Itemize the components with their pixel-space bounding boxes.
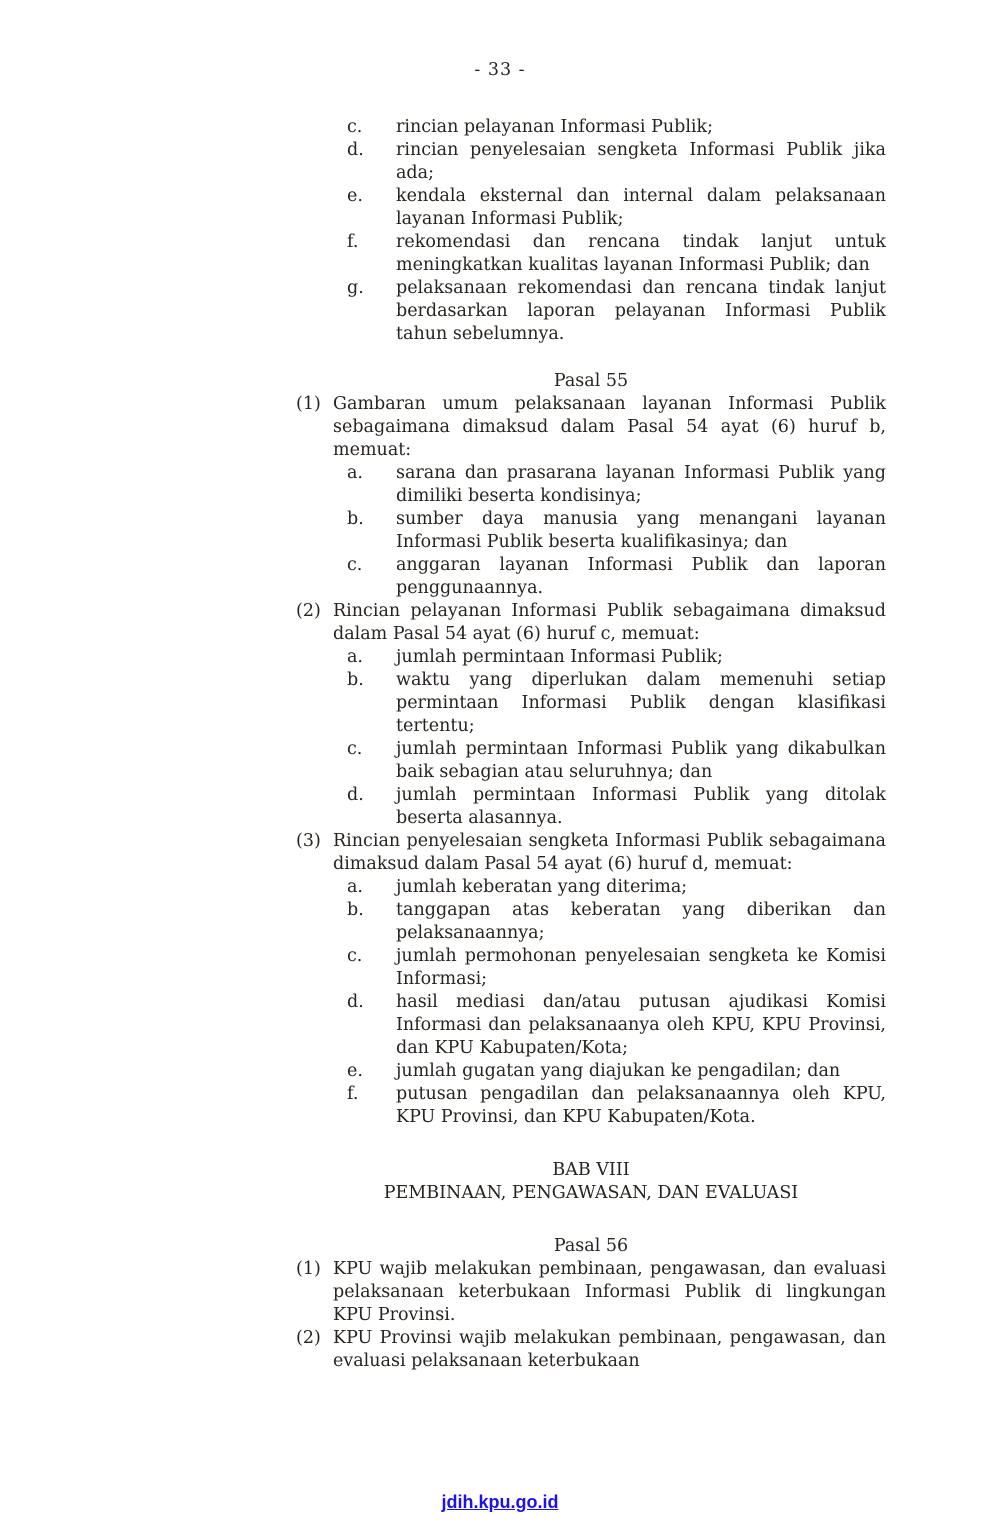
page-footer [0,1491,1000,1515]
clause-marker: (1) [296,394,321,414]
clause-text: Gambaran umum pelaksanaan layanan Informasi Publik sebagaimana dimaksud dalam Pasal 54 ayat (6) huruf b, memuat: [333,394,886,460]
clause-text: Rincian pelayanan Informasi Publik sebagaimana dimaksud dalam Pasal 54 ayat (6) huruf c, memuat: [333,601,886,644]
list-item-marker: b. [347,900,364,920]
list-item-text: jumlah permintaan Informasi Publik yang ditolak beserta alasannya. [396,785,886,828]
list-item-text: kendala eksternal dan internal dalam pelaksanaan layanan Informasi Publik; [396,186,886,229]
list-item [347,899,886,945]
list-item [347,784,886,830]
clause-marker: (2) [296,1328,321,1348]
list-item-text: jumlah permintaan Informasi Publik; [396,647,723,667]
list-item-text: sumber daya manusia yang menangani layanan Informasi Publik beserta kualifikasinya; dan [396,509,886,552]
list-item-text: rincian penyelesaian sengketa Informasi Publik jika ada; [396,140,886,183]
list-item-marker: f. [347,232,359,252]
clause-text: KPU wajib melakukan pembinaan, pengawasan, dan evaluasi pelaksanaan keterbukaan Informasi Publik di lingkungan KPU Provinsi. [333,1259,886,1325]
list-item [347,1060,886,1083]
clause [296,393,886,462]
list-item-marker: e. [347,186,363,206]
clause [296,830,886,876]
list-item-text: jumlah gugatan yang diajukan ke pengadilan; dan [396,1061,841,1081]
list-item-marker: a. [347,647,363,667]
list-item [347,669,886,738]
list-item-text: sarana dan prasarana layanan Informasi Publik yang dimiliki beserta kondisinya; [396,463,886,506]
list-item-text: anggaran layanan Informasi Publik dan laporan penggunaannya. [396,555,886,598]
list-item-text: putusan pengadilan dan pelaksanaannya oleh KPU, KPU Provinsi, dan KPU Kabupaten/Kota. [396,1084,886,1127]
article-heading-pasal-55: Pasal 55 [553,371,629,391]
list-item-marker: c. [347,117,363,137]
list-item-marker: d. [347,140,364,160]
clause-text: KPU Provinsi wajib melakukan pembinaan, pengawasan, dan evaluasi pelaksanaan keterbukaan [333,1328,886,1371]
article-heading-pasal-56: Pasal 56 [553,1236,629,1256]
list-item-marker: d. [347,785,364,805]
list-item-text: waktu yang diperlukan dalam memenuhi setiap permintaan Informasi Publik dengan klasifikasi tertentu; [396,670,886,736]
list-item [347,185,886,231]
list-item-text: jumlah keberatan yang diterima; [396,877,688,897]
list-item [347,1083,886,1129]
document-body [296,116,886,1373]
list-item-marker: a. [347,463,363,483]
clause [296,1327,886,1373]
list-item [347,508,886,554]
list-item-marker: g. [347,278,364,298]
list-item-marker: d. [347,992,364,1012]
clause-marker: (1) [296,1259,321,1279]
clause [296,600,886,646]
list-item [347,646,886,669]
list-item [347,991,886,1060]
list-item [347,945,886,991]
chapter-title: BAB VIII [552,1160,630,1180]
list-item [347,116,886,139]
clause [296,1258,886,1327]
clause-text: Rincian penyelesaian sengketa Informasi Publik sebagaimana dimaksud dalam Pasal 54 ayat (6) huruf d, memuat: [333,831,886,874]
list-item-marker: c. [347,946,363,966]
list-item-text: tanggapan atas keberatan yang diberikan dan pelaksanaannya; [396,900,886,943]
list-item [347,554,886,600]
list-item [347,139,886,185]
chapter-subtitle: PEMBINAAN, PENGAWASAN, DAN EVALUASI [383,1183,799,1203]
list-item-marker: f. [347,1084,359,1104]
footer-link[interactable]: jdih.kpu.go.id [441,1492,559,1512]
list-item [347,277,886,346]
clause-marker: (2) [296,601,321,621]
list-item [347,876,886,899]
list-item-text: hasil mediasi dan/atau putusan ajudikasi Komisi Informasi dan pelaksanaanya oleh KPU, KPU Provinsi, dan KPU Kabupaten/Kota; [396,992,886,1058]
list-item-text: jumlah permohonan penyelesaian sengketa ke Komisi Informasi; [396,946,886,989]
page-number: - 33 - [474,60,526,80]
list-item-marker: b. [347,509,364,529]
list-item-text: pelaksanaan rekomendasi dan rencana tindak lanjut berdasarkan laporan pelayanan Informasi Publik tahun sebelumnya. [396,278,886,344]
clause-marker: (3) [296,831,321,851]
list-item [347,462,886,508]
list-item-marker: c. [347,739,363,759]
list-item-marker: a. [347,877,363,897]
list-item [347,738,886,784]
list-item-marker: b. [347,670,364,690]
list-item-text: jumlah permintaan Informasi Publik yang dikabulkan baik sebagian atau seluruhnya; dan [396,739,886,782]
list-item-text: rekomendasi dan rencana tindak lanjut untuk meningkatkan kualitas layanan Informasi Publik; dan [396,232,886,275]
list-item [347,231,886,277]
list-item-marker: c. [347,555,363,575]
list-item-marker: e. [347,1061,363,1081]
list-item-text: rincian pelayanan Informasi Publik; [396,117,714,137]
